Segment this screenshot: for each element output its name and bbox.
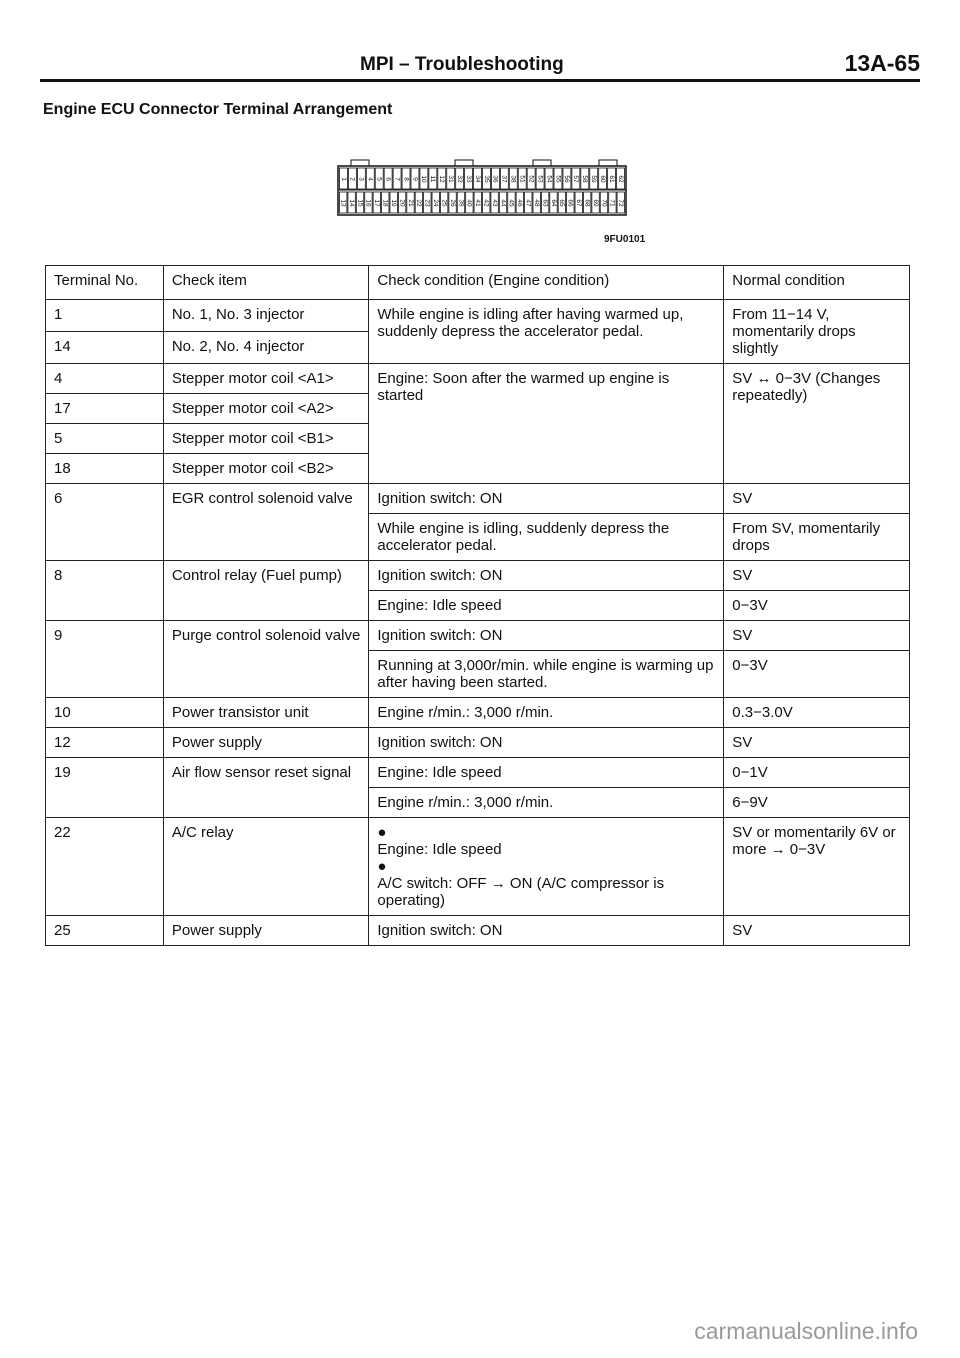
- pin-label: 22: [415, 199, 423, 207]
- normal-condition: 6−9V: [724, 788, 910, 818]
- pin-label: 35: [482, 175, 490, 183]
- pin-label: 26: [448, 199, 456, 207]
- pin-label: 14: [347, 199, 355, 207]
- pin-label: 68: [583, 199, 591, 207]
- pin-label: 6: [384, 177, 392, 181]
- pin-label: 46: [516, 199, 524, 207]
- pin-label: 56: [563, 175, 571, 183]
- pin-label: 4: [366, 177, 374, 181]
- pin-label: 38: [509, 175, 517, 183]
- normal-condition: SV ↔ 0−3V (Changes repeatedly): [724, 364, 910, 484]
- pin-label: 44: [499, 199, 507, 207]
- check-item: No. 1, No. 3 injector: [163, 300, 369, 332]
- pin-label: 40: [465, 199, 473, 207]
- normal-condition: 0−1V: [724, 758, 910, 788]
- check-item: Air flow sensor reset signal: [163, 758, 369, 818]
- check-item: Stepper motor coil <B2>: [163, 454, 369, 484]
- section-title: Engine ECU Connector Terminal Arrangement: [43, 101, 393, 118]
- check-condition: Ignition switch: ON: [369, 561, 724, 591]
- table-row: [46, 916, 910, 946]
- pin-label: 70: [600, 199, 608, 207]
- check-item: A/C relay: [163, 818, 369, 916]
- pin-label: 9: [411, 177, 419, 181]
- pin-label: 8: [402, 177, 410, 181]
- pin-label: 3: [357, 177, 365, 181]
- pin-label: 52: [527, 175, 535, 183]
- pin-label: 71: [608, 199, 616, 207]
- pin-label: 39: [457, 199, 465, 207]
- pin-label: 47: [524, 199, 532, 207]
- terminal-no: 17: [46, 394, 164, 424]
- terminal-no: 4: [46, 364, 164, 394]
- check-item: Power supply: [163, 916, 369, 946]
- pin-label: 5: [375, 177, 383, 181]
- pin-label: 41: [474, 199, 482, 207]
- check-condition: While engine is idling after having warmed up, suddenly depress the accelerator pedal.: [369, 300, 724, 364]
- pin-label: 69: [591, 199, 599, 207]
- pin-label: 66: [566, 199, 574, 207]
- pin-label: 36: [491, 175, 499, 183]
- terminal-no: 8: [46, 561, 164, 621]
- bullet-icon: ●: [377, 858, 387, 875]
- check-item: Control relay (Fuel pump): [163, 561, 369, 621]
- pin-label: 54: [545, 175, 553, 183]
- bullet-item: ●Engine: Idle speed: [377, 824, 502, 858]
- header-check-item: Check item: [163, 266, 369, 300]
- pin-label: 16: [364, 199, 372, 207]
- pin-label: 2: [348, 177, 356, 181]
- header-rule: [40, 79, 920, 82]
- pin-label: 53: [536, 175, 544, 183]
- pin-label: 10: [420, 175, 428, 183]
- pin-label: 1: [339, 177, 347, 181]
- check-condition: Engine: Idle speed: [369, 758, 724, 788]
- connector-key: [351, 160, 369, 166]
- check-item: Stepper motor coil <A1>: [163, 364, 369, 394]
- pin-label: 23: [423, 199, 431, 207]
- check-item: EGR control solenoid valve: [163, 484, 369, 561]
- pin-label: 63: [541, 199, 549, 207]
- pin-label: 7: [393, 177, 401, 181]
- page-header: [40, 50, 920, 82]
- check-item: No. 2, No. 4 injector: [163, 332, 369, 364]
- table-row: [46, 621, 910, 651]
- pin-label: 64: [549, 199, 557, 207]
- table-row: [46, 364, 910, 394]
- terminal-no: 10: [46, 698, 164, 728]
- check-condition: Running at 3,000r/min. while engine is warming up after having been started.: [369, 651, 724, 698]
- bullet-item: ●A/C switch: OFF → ON (A/C compressor is operating): [377, 858, 665, 909]
- terminal-no: 22: [46, 818, 164, 916]
- pin-label: 51: [518, 175, 526, 183]
- table-row: [46, 484, 910, 514]
- connector-key: [455, 160, 473, 166]
- terminal-no: 18: [46, 454, 164, 484]
- check-item: Power transistor unit: [163, 698, 369, 728]
- connector-key: [533, 160, 551, 166]
- pin-label: 37: [500, 175, 508, 183]
- page-number: 13A-65: [844, 50, 920, 76]
- pin-label: 32: [455, 175, 463, 183]
- connector-diagram: [337, 158, 627, 216]
- pin-label: 11: [429, 175, 437, 183]
- header-check-condition: Check condition (Engine condition): [369, 266, 724, 300]
- table-row: [46, 818, 910, 916]
- pin-label: 48: [532, 199, 540, 207]
- pin-label: 34: [473, 175, 481, 183]
- header-normal-condition: Normal condition: [724, 266, 910, 300]
- pin-label: 24: [432, 199, 440, 207]
- pin-label: 43: [490, 199, 498, 207]
- pin-label: 60: [598, 175, 606, 183]
- pin-label: 20: [398, 199, 406, 207]
- terminal-no: 12: [46, 728, 164, 758]
- normal-condition: 0.3−3.0V: [724, 698, 910, 728]
- check-condition: Ignition switch: ON: [369, 484, 724, 514]
- pin-label: 18: [381, 199, 389, 207]
- check-condition: Ignition switch: ON: [369, 916, 724, 946]
- pin-label: 13: [339, 199, 347, 207]
- terminal-no: 6: [46, 484, 164, 561]
- terminal-no: 1: [46, 300, 164, 332]
- pin-label: 25: [440, 199, 448, 207]
- normal-condition: 0−3V: [724, 651, 910, 698]
- table-row: [46, 300, 910, 332]
- table-row: [46, 698, 910, 728]
- check-condition: Engine: Idle speed: [369, 591, 724, 621]
- page-title: MPI – Troubleshooting: [360, 54, 564, 75]
- normal-condition: SV: [724, 621, 910, 651]
- normal-condition: SV: [724, 728, 910, 758]
- pin-label: 65: [558, 199, 566, 207]
- pin-label: 59: [590, 175, 597, 183]
- check-condition: [369, 818, 724, 916]
- terminal-no: 9: [46, 621, 164, 698]
- header-terminal-no: Terminal No.: [46, 266, 164, 300]
- normal-condition: From 11−14 V, momentarily drops slightly: [724, 300, 910, 364]
- figure-code: 9FU0101: [604, 234, 646, 245]
- normal-condition: SV: [724, 916, 910, 946]
- pin-label: 42: [482, 199, 490, 207]
- pin-label: 58: [581, 175, 589, 183]
- check-item: Power supply: [163, 728, 369, 758]
- bullet-icon: ●: [377, 824, 387, 841]
- pin-label: 55: [554, 175, 562, 183]
- terminal-no: 25: [46, 916, 164, 946]
- normal-condition: 0−3V: [724, 591, 910, 621]
- pin-label: 72: [617, 199, 625, 207]
- check-condition: Ignition switch: ON: [369, 728, 724, 758]
- check-item: Stepper motor coil <A2>: [163, 394, 369, 424]
- pin-label: 31: [447, 175, 454, 183]
- table-row: [46, 728, 910, 758]
- normal-condition: SV: [724, 561, 910, 591]
- watermark: carmanualsonline.info: [694, 1318, 918, 1344]
- table-row: [46, 561, 910, 591]
- check-condition: While engine is idling, suddenly depress the accelerator pedal.: [369, 514, 724, 561]
- normal-condition: SV or momentarily 6V or more → 0−3V: [724, 818, 910, 916]
- check-item: Stepper motor coil <B1>: [163, 424, 369, 454]
- normal-condition: From SV, momentarily drops: [724, 514, 910, 561]
- pin-label: 61: [607, 175, 615, 183]
- pin-label: 67: [575, 199, 583, 207]
- check-condition: Engine: Soon after the warmed up engine is started: [369, 364, 724, 484]
- pin-label: 62: [616, 175, 624, 183]
- connector-key: [599, 160, 617, 166]
- pin-label: 17: [373, 199, 381, 207]
- pin-label: 12: [438, 175, 446, 183]
- pin-label: 15: [356, 199, 364, 207]
- table-header-row: [46, 266, 910, 300]
- check-condition: Engine r/min.: 3,000 r/min.: [369, 698, 724, 728]
- check-condition: Engine r/min.: 3,000 r/min.: [369, 788, 724, 818]
- terminal-no: 14: [46, 332, 164, 364]
- check-item: Purge control solenoid valve: [163, 621, 369, 698]
- table-row: [46, 758, 910, 788]
- terminal-no: 5: [46, 424, 164, 454]
- normal-condition: SV: [724, 484, 910, 514]
- terminal-no: 19: [46, 758, 164, 818]
- pin-label: 19: [389, 199, 397, 207]
- terminal-table: [45, 265, 910, 946]
- check-condition: Ignition switch: ON: [369, 621, 724, 651]
- pin-label: 33: [464, 175, 472, 183]
- pin-label: 57: [572, 175, 580, 183]
- pin-label: 21: [406, 199, 414, 207]
- pin-label: 45: [507, 199, 515, 207]
